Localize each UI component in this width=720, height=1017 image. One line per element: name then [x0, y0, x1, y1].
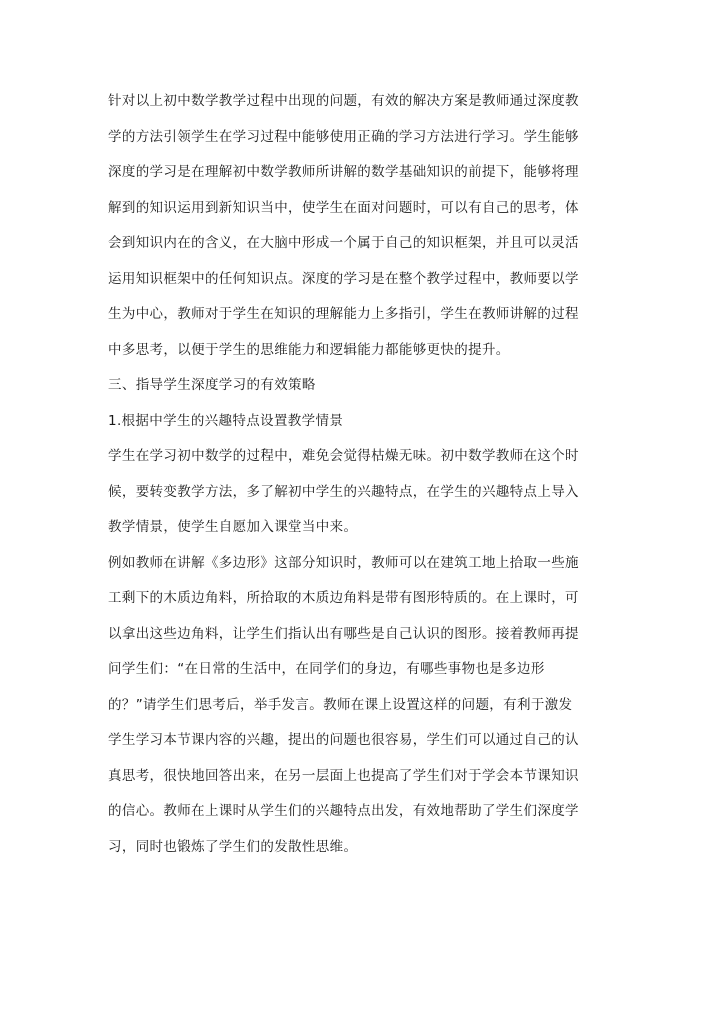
text-line: 的？”请学生们思考后，举手发言。教师在课上设置这样的问题，有利于激发: [108, 696, 573, 713]
text-line: 教学情景，使学生自愿加入课堂当中来。: [108, 519, 358, 535]
text-line: 学生在学习初中数学的过程中，难免会觉得枯燥无味。初中数学教师在这个时: [108, 448, 579, 464]
text-line: 习，同时也锻炼了学生们的发散性思维。: [108, 838, 358, 855]
document-page: [108, 84, 608, 865]
text-line: 工剩下的木质边角料，所拾取的木质边角料是带有图形特质的。在上课时，可: [108, 590, 579, 606]
paragraph-3: [108, 546, 608, 866]
text-line: 的信心。教师在上课时从学生们的兴趣特点出发，有效地帮助了学生们深度学: [108, 803, 579, 819]
subsection-heading: 1.根据中学生的兴趣特点设置教学情景: [108, 412, 344, 429]
text-line: 深度的学习是在理解初中数学教师所讲解的数学基础知识的前提下，能够将理: [108, 164, 579, 180]
text-line: 问学生们：“在日常的生活中，在同学们的身边，有哪些事物也是多边形: [108, 661, 545, 677]
text-line: 以拿出这些边角料，让学生们指认出有哪些是自己认识的图形。接着教师再提: [108, 625, 579, 642]
text-line: 运用知识框架中的任何知识点。深度的学习是在整个教学过程中，教师要以学: [108, 270, 579, 287]
text-line: 真思考，很快地回答出来，在另一层面上也提高了学生们对于学会本节课知识: [108, 767, 579, 784]
text-line: 生为中心，教师对于学生在知识的理解能力上多指引，学生在教师讲解的过程: [108, 306, 579, 322]
paragraph-2: [108, 439, 608, 546]
text-line: 学的方法引领学生在学习过程中能够使用正确的学习方法进行学习。学生能够: [108, 128, 579, 145]
text-line: 候，要转变教学方法，多了解初中学生的兴趣特点，在学生的兴趣特点上导入: [108, 483, 579, 500]
text-line: 针对以上初中数学教学过程中出现的问题，有效的解决方案是教师通过深度教: [108, 93, 579, 109]
text-line: 例如教师在讲解《多边形》这部分知识时，教师可以在建筑工地上拾取一些施: [108, 554, 579, 571]
text-line: 会到知识内在的含义，在大脑中形成一个属于自己的知识框架，并且可以灵活: [108, 235, 579, 251]
section-heading: 三、指导学生深度学习的有效策略: [108, 377, 316, 393]
text-line: 解到的知识运用到新知识当中，使学生在面对问题时，可以有自己的思考，体: [108, 199, 579, 216]
text-line: 学生学习本节课内容的兴趣，提出的问题也很容易，学生们可以通过自己的认: [108, 732, 579, 748]
paragraph-1: [108, 84, 608, 368]
text-line: 中多思考，以便于学生的思维能力和逻辑能力都能够更快的提升。: [108, 341, 510, 358]
